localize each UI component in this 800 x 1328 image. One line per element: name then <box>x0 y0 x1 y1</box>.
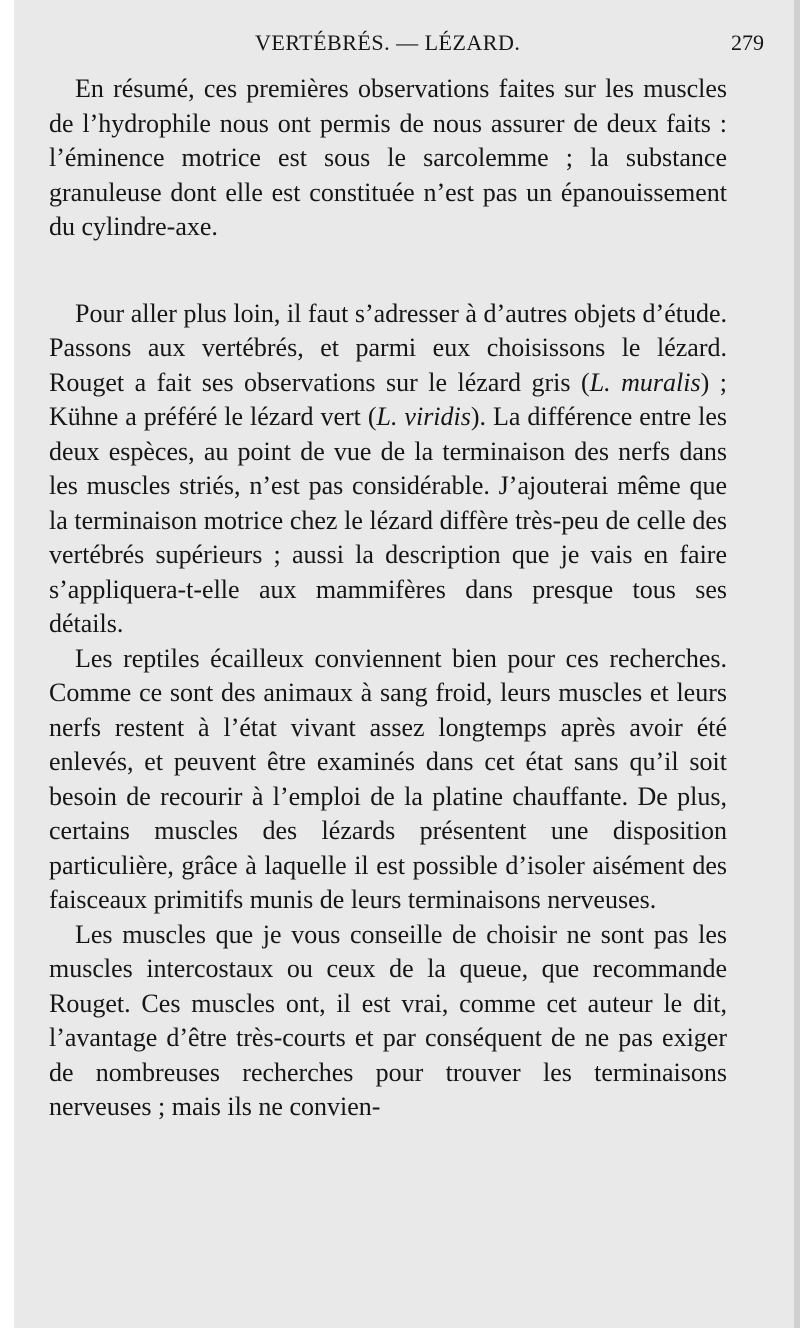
book-page <box>14 0 800 1328</box>
page-edge-shadow <box>794 0 800 1328</box>
paragraph-lizard-intro: Pour aller plus loin, il faut s’adresser à d’autres objets d’étude. Passons aux vertébrés, et parmi eux choisissons le lézard. Rouget a fait ses observations sur le lézard gris (L. muralis) ; Kühne a préféré le lézard vert (L. viridis). La différence entre les deux espèces, au point de vue de la terminaison des nerfs dans les muscles striés, n’est pas considérable. J’ajouterai même que la terminaison motrice chez le lézard diffère très-peu de celle des vertébrés supérieurs ; aussi la description que je vais en faire s’appliquera-t-elle aux mammifères dans presque tous ses détails. <box>49 298 727 638</box>
paragraph-summary: En résumé, ces premières observations faites sur les muscles de l’hydrophile nous ont permis de nous assurer de deux faits : l’éminence motrice est sous le sarcolemme ; la substance granuleuse dont elle est constituée n’est pas un épanouissement du cylindre-axe. <box>49 74 727 241</box>
species-name: L. muralis <box>589 367 701 397</box>
paragraph-muscles: Les muscles que je vous conseille de choisir ne sont pas les muscles intercostaux ou ceux de la queue, que recommande Rouget. Ces muscles ont, il est vrai, comme cet auteur le dit, l’avantage d’être très-courts et par conséquent de ne pas exiger de nombreuses recherches pour trouver les terminaisons nerveuses ; mais ils ne convien- <box>49 919 727 1121</box>
page-header <box>50 30 764 60</box>
species-name: L. viridis <box>376 402 471 431</box>
running-head: VERTÉBRÉS. — LÉZARD. <box>255 30 521 55</box>
body-text <box>49 72 727 1125</box>
page-number: 279 <box>731 30 764 55</box>
paragraph-reptiles: Les reptiles écailleux conviennent bien pour ces recherches. Comme ce sont des animaux à sang froid, leurs muscles et leurs nerfs restent à l’état vivant assez longtemps après avoir été enlevés, et peuvent être examinés dans cet état sans qu’il soit besoin de recourir à l’emploi de la platine chauffante. De plus, certains muscles des lézards présentent une disposition particulière, grâce à laquelle il est possible d’isoler aisément des faisceaux primitifs munis de leurs terminaisons nerveuses. <box>49 643 727 914</box>
